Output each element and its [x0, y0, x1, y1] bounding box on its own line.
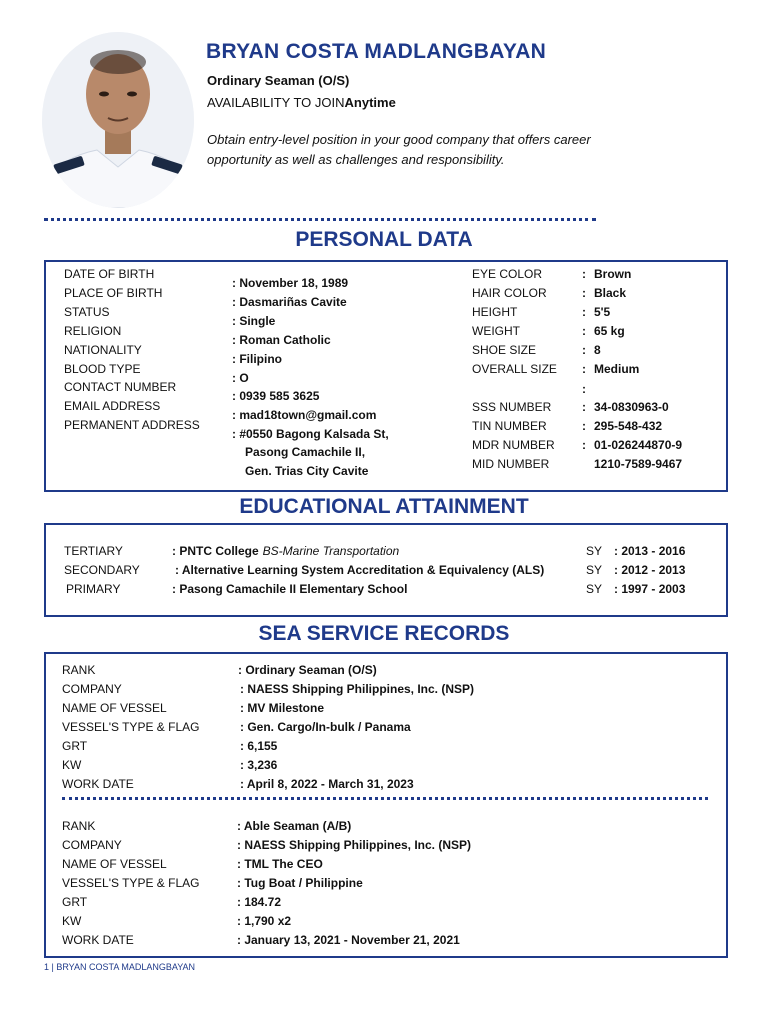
- physical-value: 8: [594, 342, 601, 357]
- availability: [207, 95, 396, 110]
- address-line: Pasong Camachile II,: [245, 445, 366, 459]
- colon: :: [582, 361, 586, 376]
- page-footer: 1 | BRYAN COSTA MADLANGBAYAN: [44, 962, 196, 972]
- sea-service-box: [44, 652, 728, 958]
- personal-value: : Roman Catholic: [232, 332, 331, 347]
- profile-photo: [42, 32, 194, 208]
- education-level: TERTIARY: [64, 544, 123, 558]
- id-value: 01-026244870-9: [594, 437, 683, 452]
- record-label: RANK: [62, 819, 96, 833]
- record-label: NAME OF VESSEL: [62, 701, 167, 715]
- colon: :: [582, 400, 586, 414]
- objective-line: opportunity as well as challenges and responsibility.: [207, 152, 505, 167]
- physical-value: Medium: [594, 361, 640, 376]
- career-objective: [207, 130, 667, 170]
- personal-label: DATE OF BIRTH: [64, 267, 155, 281]
- record-value: : April 8, 2022 - March 31, 2023: [240, 777, 414, 791]
- record-value: : NAESS Shipping Philippines, Inc. (NSP): [240, 682, 475, 696]
- record-label: VESSEL'S TYPE & FLAG: [62, 720, 200, 734]
- physical-value: 65 kg: [594, 323, 625, 338]
- education-school: [172, 582, 407, 596]
- id-label: TIN NUMBER: [472, 418, 547, 433]
- physical-label: SHOE SIZE: [472, 342, 537, 357]
- candidate-name: BRYAN COSTA MADLANGBAYAN: [206, 40, 547, 63]
- education-level: SECONDARY: [64, 563, 140, 577]
- record-label: COMPANY: [62, 682, 122, 696]
- school-year: : 1997 - 2003: [614, 582, 686, 596]
- record-label: WORK DATE: [62, 777, 134, 791]
- section-title-personal: PERSONAL DATA: [295, 228, 473, 251]
- school-name: : Alternative Learning System Accreditation & Equivalency (ALS): [175, 563, 545, 577]
- personal-value: : November 18, 1989: [232, 276, 349, 290]
- physical-label: OVERALL SIZE: [472, 361, 557, 376]
- personal-value: : Single: [232, 313, 276, 328]
- school-name: : Pasong Camachile II Elementary School: [172, 582, 408, 596]
- record-value: : 3,236: [240, 758, 278, 772]
- record-label: GRT: [62, 895, 88, 909]
- record-label: VESSEL'S TYPE & FLAG: [62, 876, 200, 890]
- physical-label: EYE COLOR: [472, 267, 543, 281]
- record-value: : NAESS Shipping Philippines, Inc. (NSP): [237, 838, 472, 852]
- school-name: : PNTC College: [172, 544, 259, 558]
- record-label: KW: [62, 914, 82, 928]
- personal-label: BLOOD TYPE: [64, 361, 141, 376]
- colon: :: [582, 267, 586, 281]
- personal-label: STATUS: [64, 304, 110, 319]
- personal-label: CONTACT NUMBER: [64, 380, 177, 395]
- record-label: COMPANY: [62, 838, 122, 852]
- personal-label: EMAIL ADDRESS: [64, 399, 161, 414]
- record-label: GRT: [62, 739, 88, 753]
- personal-value: : Dasmariñas Cavite: [232, 294, 347, 309]
- availability-label: AVAILABILITY TO JOIN: [207, 95, 345, 110]
- record-value: : Ordinary Seaman (O/S): [238, 663, 377, 677]
- physical-value: Brown: [594, 267, 632, 281]
- record-value: : 6,155: [240, 739, 278, 753]
- record-value: : Gen. Cargo/In-bulk / Panama: [240, 720, 411, 734]
- school-year: : 2012 - 2013: [614, 563, 686, 577]
- colon: :: [582, 437, 586, 452]
- record-divider: [62, 797, 708, 800]
- address-line: Gen. Trias City Cavite: [245, 464, 369, 478]
- school-year-label: SY: [586, 544, 603, 558]
- section-title-sea-service: SEA SERVICE RECORDS: [258, 622, 510, 645]
- id-value: 1210-7589-9467: [594, 456, 683, 471]
- id-value: 295-548-432: [594, 418, 663, 433]
- id-label: MID NUMBER: [472, 456, 550, 471]
- record-value: : Tug Boat / Philippine: [237, 876, 363, 890]
- record-label: KW: [62, 758, 82, 772]
- physical-label: WEIGHT: [472, 323, 520, 338]
- colon: :: [582, 304, 586, 319]
- id-label: MDR NUMBER: [472, 437, 555, 452]
- record-label: NAME OF VESSEL: [62, 857, 167, 871]
- course-name: BS-Marine Transportation: [262, 544, 400, 558]
- personal-value: : #0550 Bagong Kalsada St,: [232, 427, 389, 442]
- colon: :: [582, 285, 586, 300]
- record-value: : January 13, 2021 - November 21, 2021: [237, 933, 460, 947]
- record-value: : 184.72: [237, 895, 282, 909]
- education-school: [172, 544, 399, 558]
- school-year-label: SY: [586, 563, 603, 577]
- divider: [44, 218, 596, 221]
- personal-label: RELIGION: [64, 323, 122, 338]
- record-value: : TML The CEO: [237, 857, 323, 871]
- education-school: [175, 563, 544, 577]
- record-value: : Able Seaman (A/B): [237, 819, 352, 833]
- record-value: : 1,790 x2: [237, 914, 292, 928]
- colon: :: [582, 382, 586, 396]
- record-value: : MV Milestone: [240, 701, 325, 715]
- record-label: WORK DATE: [62, 933, 134, 947]
- colon: :: [582, 323, 586, 338]
- section-title-education: EDUCATIONAL ATTAINMENT: [239, 495, 529, 518]
- personal-value: : 0939 585 3625: [232, 389, 320, 404]
- physical-value: Black: [594, 285, 627, 300]
- physical-label: HEIGHT: [472, 304, 518, 319]
- personal-label: NATIONALITY: [64, 342, 142, 357]
- applied-rank: Ordinary Seaman (O/S): [207, 73, 350, 88]
- education-level: PRIMARY: [66, 582, 121, 596]
- record-label: RANK: [62, 663, 96, 677]
- personal-value: : O: [232, 370, 249, 385]
- physical-value: 5'5: [594, 304, 611, 319]
- physical-label: HAIR COLOR: [472, 285, 547, 300]
- objective-line: Obtain entry-level position in your good company that offers career: [207, 132, 591, 147]
- personal-label: PERMANENT ADDRESS: [64, 418, 200, 433]
- id-label: SSS NUMBER: [472, 400, 552, 414]
- personal-value: : Filipino: [232, 351, 282, 366]
- colon: :: [582, 342, 586, 357]
- colon: :: [582, 418, 586, 433]
- personal-label: PLACE OF BIRTH: [64, 285, 163, 300]
- id-value: 34-0830963-0: [594, 400, 669, 414]
- availability-value: Anytime: [344, 95, 396, 110]
- personal-value: : mad18town@gmail.com: [232, 408, 377, 423]
- school-year-label: SY: [586, 582, 603, 596]
- school-year: : 2013 - 2016: [614, 544, 686, 558]
